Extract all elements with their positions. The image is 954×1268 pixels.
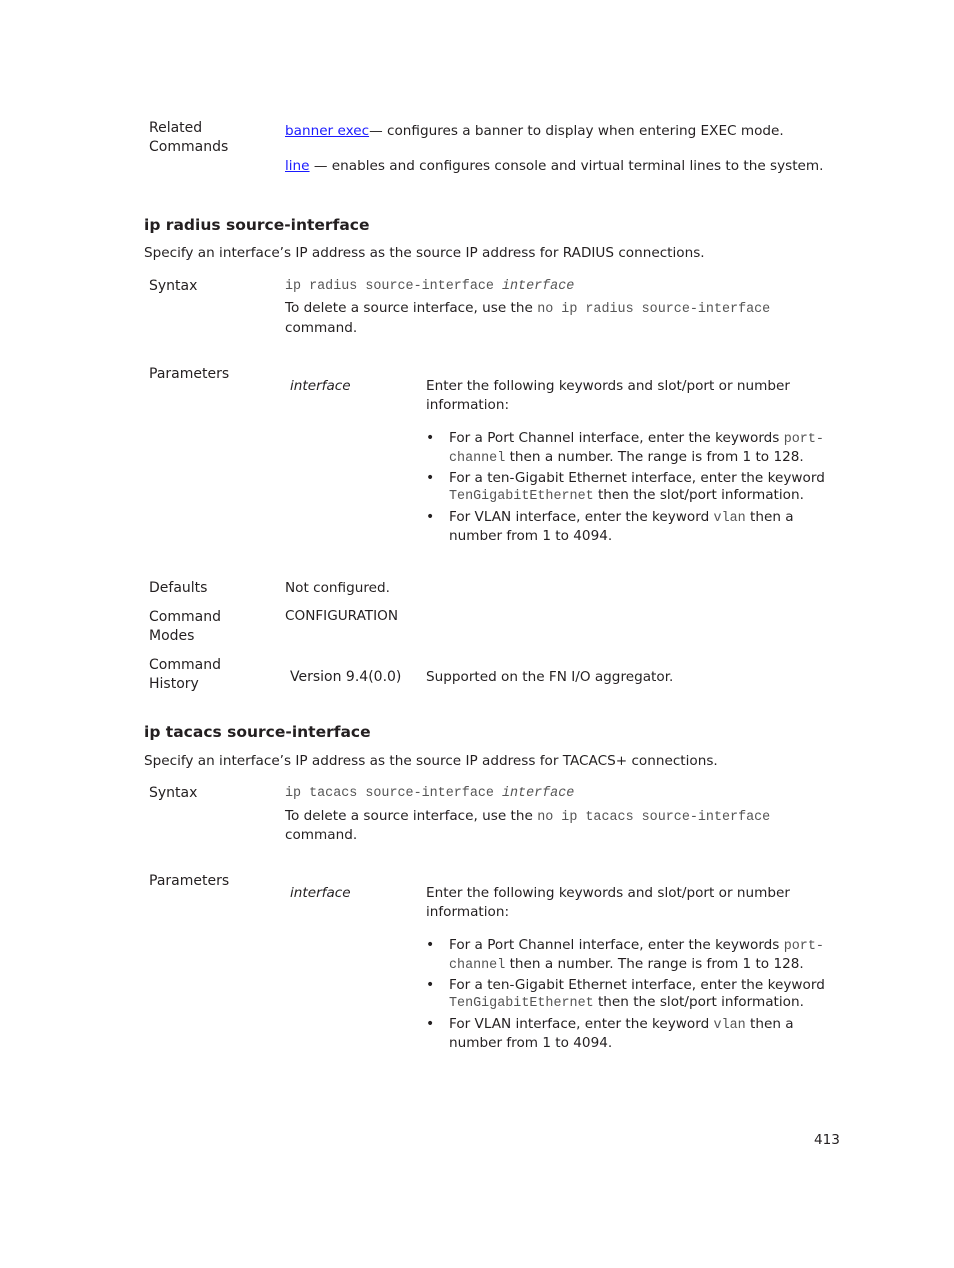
syntax-label: Syntax (149, 785, 198, 801)
bullet-dot: • (426, 937, 435, 953)
page-number: 413 (814, 1132, 840, 1148)
syntax-cmd-text: ip radius source-interface (285, 279, 502, 294)
bullet-dot: • (426, 977, 435, 993)
command-modes-label-1: Command (149, 609, 221, 625)
param-desc-2: information: (426, 904, 510, 920)
related-item-text: — enables and configures console and virtual terminal lines to the system. (309, 158, 824, 174)
delete-text: To delete a source interface, use the (285, 808, 538, 824)
bullet-code: vlan (713, 1018, 746, 1033)
bullet-text: number from 1 to 4094. (449, 527, 613, 544)
param-name: interface (290, 885, 351, 901)
bullet-text: then the slot/port information. (593, 486, 804, 503)
bullet-dot: • (426, 1016, 435, 1032)
parameters-label: Parameters (149, 873, 230, 889)
param-desc-1: Enter the following keywords and slot/port or number (426, 378, 790, 394)
bullet-text: then a number. The range is from 1 to 128. (505, 448, 804, 465)
bullet-code: channel (449, 450, 506, 466)
bullet-text: then the slot/port information. (593, 993, 804, 1010)
delete-command: no ip radius source-interface (537, 302, 771, 317)
bullet-text: For a ten-Gigabit Ethernet interface, enter the keyword (449, 470, 825, 486)
line-link[interactable]: line (285, 158, 310, 174)
bullet-code: port- (783, 432, 824, 447)
section-description: Specify an interface’s IP address as the source IP address for RADIUS connections. (144, 245, 705, 261)
bullet-text: For VLAN interface, enter the keyword (449, 1016, 714, 1032)
bullet-text: then a (745, 509, 794, 525)
history-description: Supported on the FN I/O aggregator. (426, 669, 674, 685)
bullet-item (449, 1016, 794, 1051)
command-modes-label-2: Modes (149, 628, 195, 644)
bullet-code: TenGigabitEthernet (449, 488, 594, 504)
bullet-text: For a ten-Gigabit Ethernet interface, enter the keyword (449, 977, 825, 993)
syntax-label: Syntax (149, 278, 198, 294)
syntax-arg: interface (501, 786, 575, 801)
section-title: ip tacacs source-interface (144, 723, 371, 741)
bullet-text: For a Port Channel interface, enter the keywords (449, 430, 784, 446)
history-version: Version 9.4(0.0) (290, 669, 402, 685)
bullet-text: then a (745, 1016, 794, 1032)
param-name: interface (290, 378, 351, 394)
parameters-label: Parameters (149, 366, 230, 382)
section-title: ip radius source-interface (144, 216, 370, 234)
param-desc-1: Enter the following keywords and slot/port or number (426, 885, 790, 901)
related-commands-label-2: Commands (149, 139, 229, 155)
syntax-command (285, 784, 574, 803)
command-history-label-1: Command (149, 657, 221, 673)
bullet-item (449, 509, 794, 544)
related-item-banner-exec (285, 122, 784, 141)
param-desc-2: information: (426, 397, 510, 413)
syntax-arg: interface (501, 279, 575, 294)
syntax-command (285, 277, 574, 296)
command-history-label-2: History (149, 676, 199, 692)
related-item-line (285, 157, 823, 176)
defaults-value: Not configured. (285, 580, 390, 596)
delete-instruction (285, 807, 770, 827)
delete-text: To delete a source interface, use the (285, 300, 538, 316)
delete-command: no ip tacacs source-interface (537, 810, 771, 825)
bullet-item (449, 430, 824, 467)
bullet-item (449, 470, 825, 505)
bullet-dot: • (426, 430, 435, 446)
command-modes-value: CONFIGURATION (285, 608, 398, 624)
section-description: Specify an interface’s IP address as the source IP address for TACACS+ connections. (144, 753, 718, 769)
bullet-text: For VLAN interface, enter the keyword (449, 509, 714, 525)
bullet-code: channel (449, 957, 506, 973)
banner-exec-link[interactable]: banner exec (285, 123, 370, 139)
related-commands-label-1: Related (149, 120, 203, 136)
delete-tail: command. (285, 320, 358, 336)
bullet-code: vlan (713, 511, 746, 526)
related-item-text: — configures a banner to display when entering EXEC mode. (369, 123, 784, 139)
bullet-text: number from 1 to 4094. (449, 1034, 613, 1051)
bullet-code: TenGigabitEthernet (449, 995, 594, 1011)
syntax-cmd-text: ip tacacs source-interface (285, 786, 502, 801)
delete-instruction (285, 299, 770, 319)
delete-tail: command. (285, 827, 358, 843)
bullet-dot: • (426, 470, 435, 486)
bullet-text: For a Port Channel interface, enter the keywords (449, 937, 784, 953)
bullet-dot: • (426, 509, 435, 525)
bullet-item (449, 937, 824, 974)
bullet-code: port- (783, 939, 824, 954)
bullet-item (449, 977, 825, 1012)
defaults-label: Defaults (149, 580, 208, 596)
bullet-text: then a number. The range is from 1 to 128. (505, 955, 804, 972)
